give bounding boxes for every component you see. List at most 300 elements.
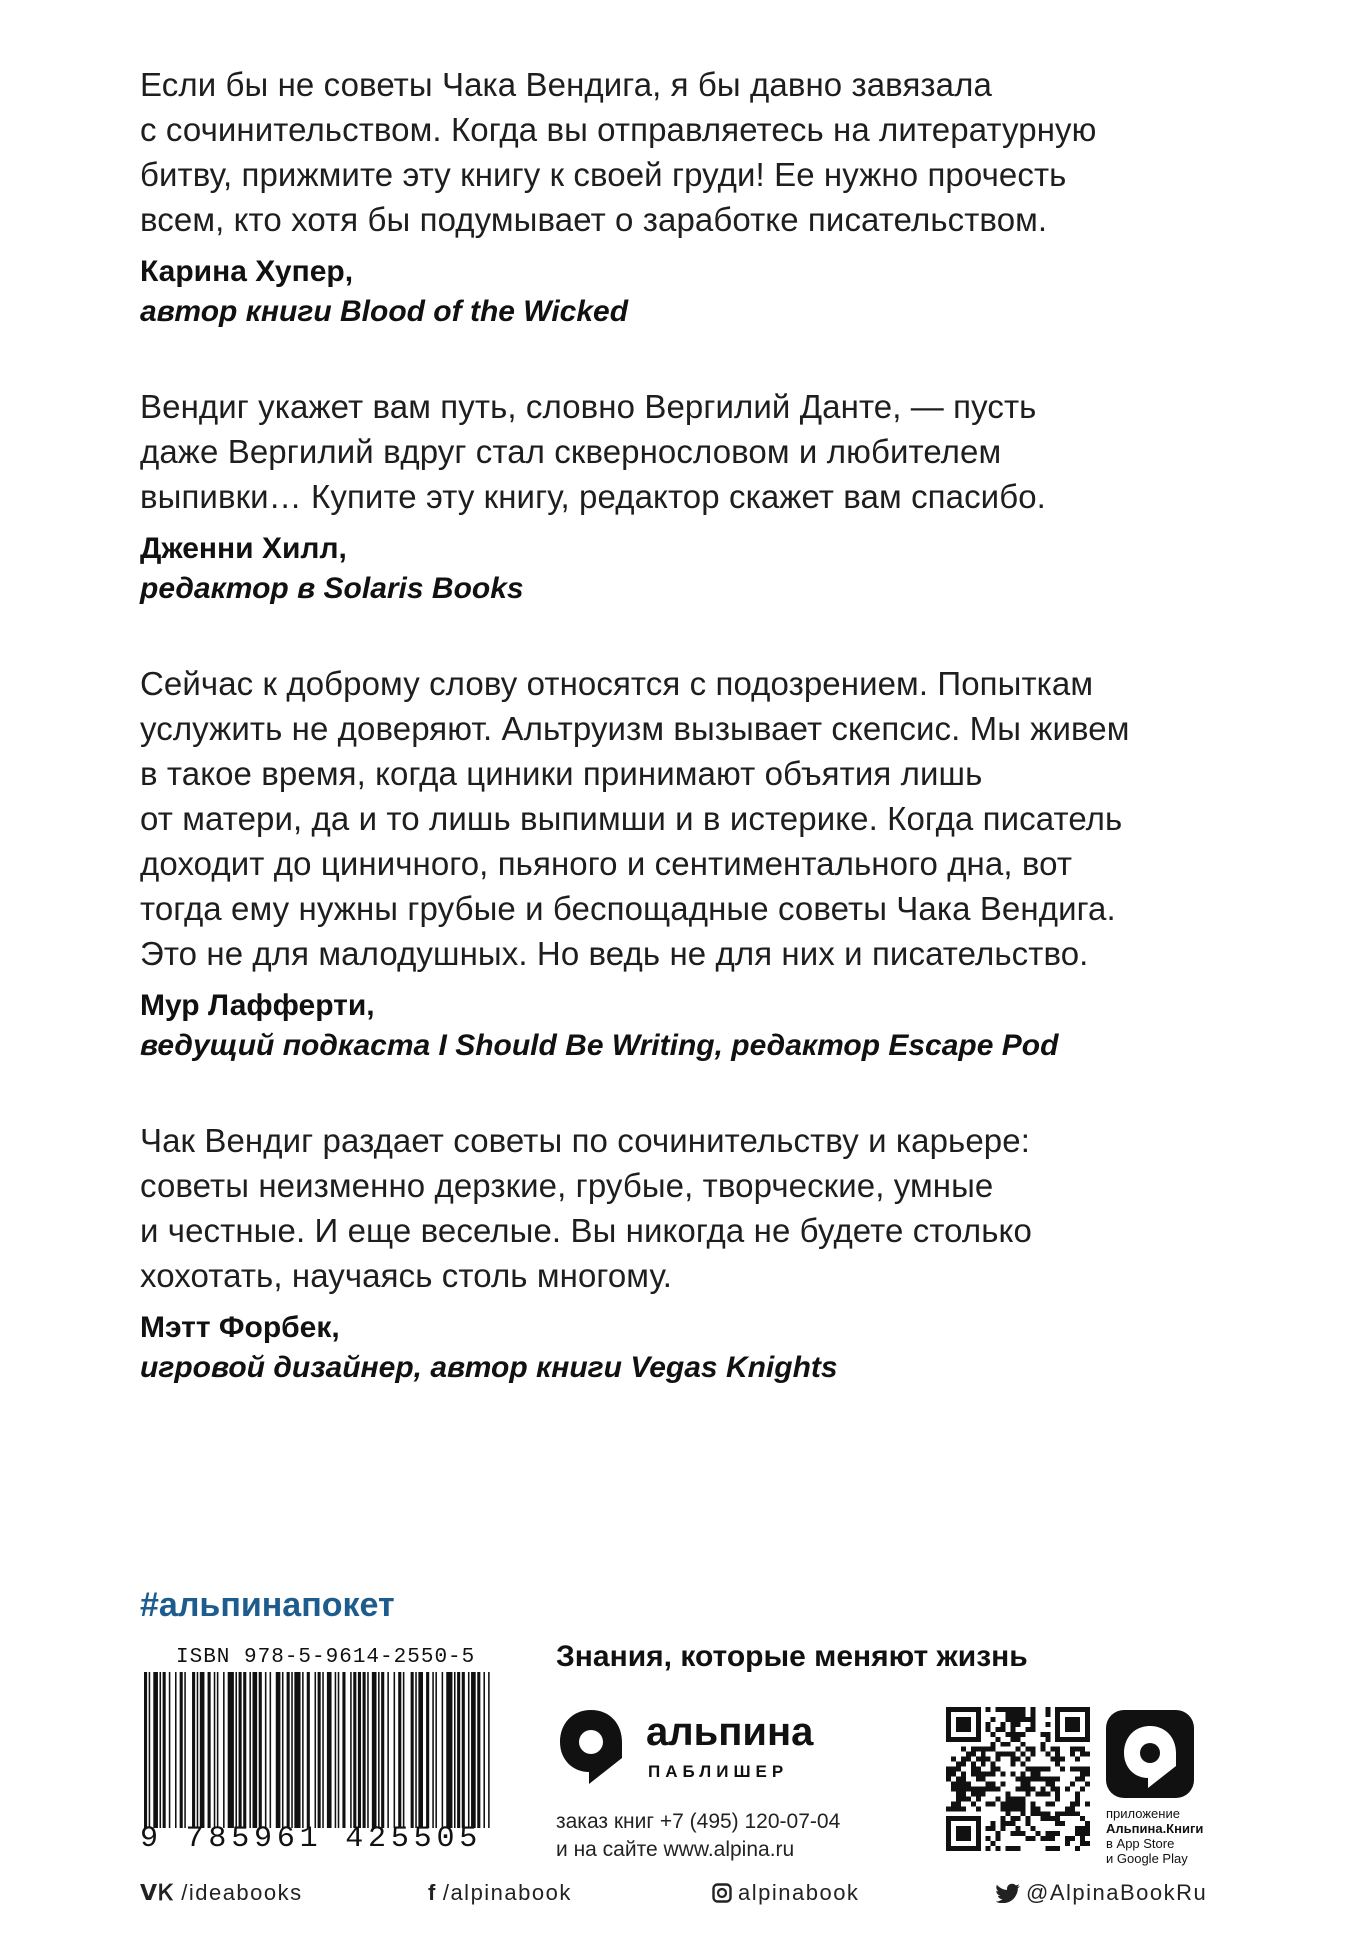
qr-module: [1001, 1742, 1006, 1747]
qr-module: [1016, 1816, 1021, 1821]
barcode-bar: [350, 1672, 352, 1828]
qr-module: [956, 1762, 961, 1767]
qr-module: [1075, 1826, 1080, 1831]
qr-module: [1001, 1752, 1006, 1757]
qr-module: [961, 1781, 966, 1786]
qr-module: [1030, 1777, 1035, 1782]
qr-module: [986, 1846, 991, 1851]
barcode-bar: [398, 1672, 401, 1828]
qr-module: [1040, 1767, 1045, 1772]
qr-module: [1080, 1772, 1085, 1777]
barcode-bar: [259, 1672, 262, 1828]
qr-module: [1050, 1757, 1055, 1762]
qr-module: [1001, 1821, 1006, 1826]
qr-module: [986, 1772, 991, 1777]
qr-module: [996, 1767, 1001, 1772]
qr-module: [971, 1752, 976, 1757]
vk-icon: ᐯᏦ: [140, 1880, 176, 1905]
barcode-bar: [184, 1672, 186, 1828]
isbn-barcode-block: [140, 1646, 494, 1864]
qr-module: [1075, 1777, 1080, 1782]
qr-module: [1045, 1781, 1050, 1786]
barcode-bar: [477, 1672, 480, 1828]
qr-module: [971, 1786, 976, 1791]
qr-module: [1030, 1801, 1035, 1806]
review-author: Мур Лафферти,: [140, 989, 375, 1022]
qr-module: [1001, 1707, 1006, 1712]
social-vk[interactable]: [140, 1880, 303, 1906]
qr-module: [1030, 1836, 1035, 1841]
qr-module: [1080, 1777, 1085, 1782]
qr-module: [1060, 1767, 1065, 1772]
barcode-bar: [322, 1672, 324, 1828]
qr-module: [1016, 1777, 1021, 1782]
qr-module: [1011, 1801, 1016, 1806]
qr-module: [966, 1757, 971, 1762]
qr-module: [961, 1772, 966, 1777]
qr-module: [1030, 1707, 1035, 1712]
quote-line: битву, прижмите эту книгу к своей груди! Ее нужно прочесть: [140, 156, 1067, 193]
qr-module: [1011, 1707, 1016, 1712]
order-info: [556, 1808, 840, 1864]
barcode-bar: [381, 1672, 384, 1828]
qr-module: [1035, 1791, 1040, 1796]
barcode-bar: [387, 1672, 389, 1828]
ean-digits: 9 785961 425505: [140, 1822, 483, 1856]
qr-module: [1020, 1707, 1025, 1712]
barcode-bar: [363, 1672, 366, 1828]
qr-module: [1080, 1752, 1085, 1757]
qr-module: [1020, 1777, 1025, 1782]
barcode-bar: [265, 1672, 267, 1828]
qr-module: [1055, 1846, 1060, 1851]
qr-module: [1040, 1816, 1045, 1821]
review-4: [140, 1118, 1260, 1388]
qr-module: [1085, 1826, 1090, 1831]
qr-module: [981, 1762, 986, 1767]
qr-module: [1075, 1801, 1080, 1806]
qr-module: [1006, 1806, 1011, 1811]
quote-line: Сейчас к доброму слову относятся с подозрением. Попыткам: [140, 665, 1094, 702]
barcode-bar: [367, 1672, 369, 1828]
qr-module: [1040, 1791, 1045, 1796]
qr-module: [996, 1752, 1001, 1757]
vk-handle: /ideabooks: [181, 1880, 303, 1905]
qr-module: [1075, 1846, 1080, 1851]
order-website[interactable]: и на сайте www.alpina.ru: [556, 1838, 795, 1861]
qr-module: [1065, 1841, 1070, 1846]
qr-module: [1055, 1821, 1060, 1826]
qr-module: [1016, 1786, 1021, 1791]
qr-module: [991, 1841, 996, 1846]
qr-module: [1011, 1796, 1016, 1801]
qr-module: [1016, 1826, 1021, 1831]
barcode-bar: [327, 1672, 332, 1828]
barcode-bar: [432, 1672, 434, 1828]
barcode-bar: [315, 1672, 317, 1828]
qr-module: [1030, 1717, 1035, 1722]
publisher-subtitle: ПАБЛИШЕР: [648, 1762, 789, 1781]
social-facebook[interactable]: [428, 1880, 572, 1906]
qr-module: [981, 1786, 986, 1791]
qr-module: [1011, 1806, 1016, 1811]
qr-module: [996, 1786, 1001, 1791]
barcode-bar: [411, 1672, 414, 1828]
instagram-icon: [712, 1883, 732, 1903]
barcode-bar: [169, 1672, 171, 1828]
qr-module: [1020, 1796, 1025, 1801]
quote-line: тогда ему нужны грубые и беспощадные советы Чака Вендига.: [140, 890, 1116, 927]
qr-module: [966, 1781, 971, 1786]
qr-module: [1020, 1772, 1025, 1777]
qr-module: [1085, 1841, 1090, 1846]
qr-module: [1016, 1712, 1021, 1717]
barcode-bar: [228, 1672, 234, 1828]
qr-module: [956, 1791, 961, 1796]
qr-module: [981, 1777, 986, 1782]
qr-module: [951, 1772, 956, 1777]
qr-module: [1055, 1831, 1060, 1836]
qr-module: [991, 1826, 996, 1831]
qr-module: [956, 1781, 961, 1786]
quote-line: Чак Вендиг раздает советы по сочинительству и карьере:: [140, 1122, 1030, 1159]
qr-module: [1030, 1772, 1035, 1777]
qr-module: [976, 1796, 981, 1801]
barcode-bar: [318, 1672, 321, 1828]
quote-line: Это не для малодушных. Но ведь не для них и писательство.: [140, 935, 1089, 972]
qr-module: [1045, 1836, 1050, 1841]
qr-module: [1030, 1722, 1035, 1727]
barcode-bar: [253, 1672, 258, 1828]
qr-module: [1045, 1722, 1050, 1727]
quote-line: и честные. И еще веселые. Вы никогда не будете столько: [140, 1212, 1032, 1249]
barcode-bar: [276, 1672, 281, 1828]
qr-module: [956, 1796, 961, 1801]
qr-module: [1045, 1791, 1050, 1796]
qr-module: [986, 1781, 991, 1786]
qr-module: [1055, 1796, 1060, 1801]
qr-module: [971, 1747, 976, 1752]
qr-module: [1075, 1811, 1080, 1816]
qr-module: [1016, 1737, 1021, 1742]
qr-module: [996, 1757, 1001, 1762]
twitter-icon: [996, 1883, 1020, 1903]
qr-module: [1016, 1747, 1021, 1752]
qr-module: [1006, 1811, 1011, 1816]
qr-module: [1020, 1781, 1025, 1786]
qr-module: [1011, 1712, 1016, 1717]
qr-module: [991, 1762, 996, 1767]
barcode-bar: [488, 1672, 490, 1828]
qr-module: [1050, 1786, 1055, 1791]
barcode-bar: [214, 1672, 216, 1828]
qr-module: [951, 1786, 956, 1791]
qr-module: [1025, 1747, 1030, 1752]
alpina-logo-icon: [556, 1706, 626, 1786]
qr-module: [1025, 1821, 1030, 1826]
qr-module: [1030, 1811, 1035, 1816]
barcode-bar: [457, 1672, 460, 1828]
publisher-slogan: Знания, которые меняют жизнь: [556, 1640, 1028, 1673]
quote-line: от матери, да и то лишь выпимши и в истерике. Когда писатель: [140, 800, 1123, 837]
qr-module: [1080, 1826, 1085, 1831]
qr-module: [1080, 1836, 1085, 1841]
qr-module: [1050, 1777, 1055, 1782]
qr-module: [1040, 1777, 1045, 1782]
qr-module: [951, 1757, 956, 1762]
quote-line: Вендиг укажет вам путь, словно Вергилий Данте, — пусть: [140, 388, 1037, 425]
qr-module: [1025, 1777, 1030, 1782]
review-author: Дженни Хилл,: [140, 532, 347, 565]
isbn-number: ISBN 978-5-9614-2550-5: [176, 1646, 476, 1669]
qr-module: [1016, 1717, 1021, 1722]
barcode: [140, 1672, 494, 1828]
qr-module: [1065, 1836, 1070, 1841]
social-instagram[interactable]: [712, 1880, 859, 1906]
qr-module: [1020, 1712, 1025, 1717]
qr-module: [991, 1767, 996, 1772]
qr-module: [1001, 1781, 1006, 1786]
qr-module: [971, 1801, 976, 1806]
qr-module: [1080, 1841, 1085, 1846]
barcode-bar: [291, 1672, 293, 1828]
barcode-bar: [353, 1672, 356, 1828]
qr-module: [1080, 1816, 1085, 1821]
barcode-bar: [208, 1672, 211, 1828]
qr-module: [1085, 1752, 1090, 1757]
qr-module: [1080, 1831, 1085, 1836]
review-quote: [140, 384, 1260, 519]
qr-module: [1055, 1816, 1060, 1821]
qr-module: [976, 1747, 981, 1752]
qr-module: [1020, 1786, 1025, 1791]
barcode-bar: [446, 1672, 452, 1828]
qr-module: [986, 1836, 991, 1841]
qr-module: [986, 1826, 991, 1831]
facebook-handle: /alpinabook: [442, 1880, 572, 1905]
qr-module: [1085, 1772, 1090, 1777]
qr-module: [1020, 1752, 1025, 1757]
qr-module: [986, 1747, 991, 1752]
qr-module: [1045, 1767, 1050, 1772]
qr-module: [1050, 1816, 1055, 1821]
qr-module: [976, 1791, 981, 1796]
barcode-bar: [217, 1672, 219, 1828]
qr-module: [1011, 1757, 1016, 1762]
qr-module: [1040, 1747, 1045, 1752]
barcode-bar: [180, 1672, 183, 1828]
barcode-bar: [153, 1672, 158, 1828]
qr-module: [1080, 1747, 1085, 1752]
qr-module: [956, 1717, 971, 1732]
qr-module: [1075, 1757, 1080, 1762]
qr-module: [1055, 1791, 1060, 1796]
qr-module: [1016, 1722, 1021, 1727]
qr-module: [1080, 1786, 1085, 1791]
qr-module: [961, 1806, 966, 1811]
qr-module: [986, 1727, 991, 1732]
qr-module: [1025, 1816, 1030, 1821]
qr-module: [1030, 1727, 1035, 1732]
qr-module: [966, 1796, 971, 1801]
qr-module: [976, 1777, 981, 1782]
qr-module: [1006, 1821, 1011, 1826]
qr-module: [1011, 1722, 1016, 1727]
qr-module: [1016, 1801, 1021, 1806]
qr-module: [951, 1781, 956, 1786]
qr-module: [1011, 1846, 1016, 1851]
qr-module: [961, 1796, 966, 1801]
qr-module: [1025, 1717, 1030, 1722]
barcode-bar: [200, 1672, 205, 1828]
qr-module: [1006, 1796, 1011, 1801]
quote-line: выпивки… Купите эту книгу, редактор скажет вам спасибо.: [140, 478, 1046, 515]
qr-module: [1050, 1747, 1055, 1752]
qr-module: [961, 1791, 966, 1796]
review-author: Мэтт Форбек,: [140, 1311, 340, 1344]
qr-module: [956, 1806, 961, 1811]
qr-module: [1050, 1831, 1055, 1836]
qr-module: [1001, 1816, 1006, 1821]
qr-module: [1065, 1806, 1070, 1811]
barcode-bar: [342, 1672, 345, 1828]
qr-module: [966, 1752, 971, 1757]
barcode-bar: [294, 1672, 300, 1828]
qr-module: [996, 1796, 1001, 1801]
qr-module: [1075, 1747, 1080, 1752]
qr-module: [981, 1747, 986, 1752]
qr-module: [1001, 1801, 1006, 1806]
qr-module: [1055, 1811, 1060, 1816]
barcode-bar: [471, 1672, 476, 1828]
qr-module: [1011, 1831, 1016, 1836]
barcode-bar: [239, 1672, 242, 1828]
app-icon[interactable]: [1106, 1710, 1194, 1798]
barcode-bar: [358, 1672, 361, 1828]
qr-module: [1016, 1732, 1021, 1737]
qr-module: [1070, 1801, 1075, 1806]
qr-module: [976, 1806, 981, 1811]
qr-module: [1040, 1811, 1045, 1816]
hashtag[interactable]: #альпинапокет: [140, 1586, 395, 1624]
qr-module: [1025, 1786, 1030, 1791]
qr-module: [1001, 1772, 1006, 1777]
quote-line: советы неизменно дерзкие, грубые, творческие, умные: [140, 1167, 994, 1204]
qr-module: [1001, 1806, 1006, 1811]
qr-module: [1011, 1762, 1016, 1767]
qr-module: [991, 1801, 996, 1806]
qr-module: [1006, 1712, 1011, 1717]
qr-module: [996, 1836, 1001, 1841]
qr-module: [1006, 1742, 1011, 1747]
review-quote: [140, 1118, 1260, 1298]
barcode-bar: [197, 1672, 199, 1828]
review-author-role: автор книги Blood of the Wicked: [140, 295, 629, 328]
qr-module: [1085, 1831, 1090, 1836]
qr-module: [1020, 1831, 1025, 1836]
qr-module: [971, 1772, 976, 1777]
qr-module: [1025, 1757, 1030, 1762]
qr-module: [991, 1781, 996, 1786]
barcode-bar: [442, 1672, 444, 1828]
qr-module: [1045, 1816, 1050, 1821]
qr-module: [1050, 1781, 1055, 1786]
qr-module: [1016, 1806, 1021, 1811]
qr-module: [1020, 1806, 1025, 1811]
qr-module: [1030, 1747, 1035, 1752]
barcode-bar: [415, 1672, 417, 1828]
qr-module: [1006, 1791, 1011, 1796]
qr-module: [1055, 1757, 1060, 1762]
qr-module: [1070, 1767, 1075, 1772]
qr-module: [976, 1757, 981, 1762]
qr-module: [1040, 1836, 1045, 1841]
qr-code[interactable]: [946, 1707, 1090, 1851]
order-phone[interactable]: заказ книг +7 (495) 120-07-04: [556, 1810, 841, 1833]
quote-line: Если бы не советы Чака Вендига, я бы давно завязала: [140, 66, 992, 103]
qr-module: [1011, 1717, 1016, 1722]
qr-module: [1085, 1767, 1090, 1772]
qr-module: [981, 1757, 986, 1762]
qr-module: [1025, 1791, 1030, 1796]
qr-module: [1060, 1757, 1065, 1762]
qr-module: [1085, 1781, 1090, 1786]
barcode-bar: [307, 1672, 310, 1828]
qr-module: [1050, 1801, 1055, 1806]
qr-module: [1070, 1811, 1075, 1816]
qr-module: [1070, 1781, 1075, 1786]
quote-line: с сочинительством. Когда вы отправляетесь на литературную: [140, 111, 1097, 148]
qr-module: [1035, 1772, 1040, 1777]
qr-module: [961, 1786, 966, 1791]
review-author-role: ведущий подкаста I Should Be Writing, редактор Escape Pod: [140, 1029, 1059, 1062]
qr-module: [1070, 1806, 1075, 1811]
qr-module: [1045, 1737, 1050, 1742]
barcode-bar: [302, 1672, 304, 1828]
barcode-bar: [418, 1672, 423, 1828]
publisher-name: альпина: [646, 1710, 814, 1754]
barcode-bar: [403, 1672, 405, 1828]
qr-module: [951, 1806, 956, 1811]
qr-module: [1065, 1717, 1080, 1732]
qr-module: [1060, 1821, 1065, 1826]
qr-module: [1025, 1767, 1030, 1772]
qr-module: [1075, 1791, 1080, 1796]
qr-module: [1001, 1722, 1006, 1727]
qr-module: [1045, 1801, 1050, 1806]
qr-module: [1075, 1796, 1080, 1801]
barcode-bar: [426, 1672, 429, 1828]
qr-module: [1065, 1811, 1070, 1816]
qr-module: [956, 1767, 961, 1772]
app-line: и Google Play: [1106, 1851, 1188, 1866]
qr-module: [1016, 1831, 1021, 1836]
qr-module: [1006, 1732, 1011, 1737]
qr-module: [991, 1742, 996, 1747]
qr-module: [971, 1762, 976, 1767]
barcode-bar: [468, 1672, 470, 1828]
social-twitter[interactable]: [996, 1880, 1207, 1906]
qr-module: [1045, 1811, 1050, 1816]
review-quote: [140, 661, 1260, 976]
qr-module: [1045, 1752, 1050, 1757]
review-author-role: игровой дизайнер, автор книги Vegas Knights: [140, 1351, 838, 1384]
qr-module: [1020, 1742, 1025, 1747]
review-3: [140, 661, 1260, 1066]
qr-module: [966, 1786, 971, 1791]
barcode-bar: [163, 1672, 166, 1828]
barcode-bar: [243, 1672, 246, 1828]
